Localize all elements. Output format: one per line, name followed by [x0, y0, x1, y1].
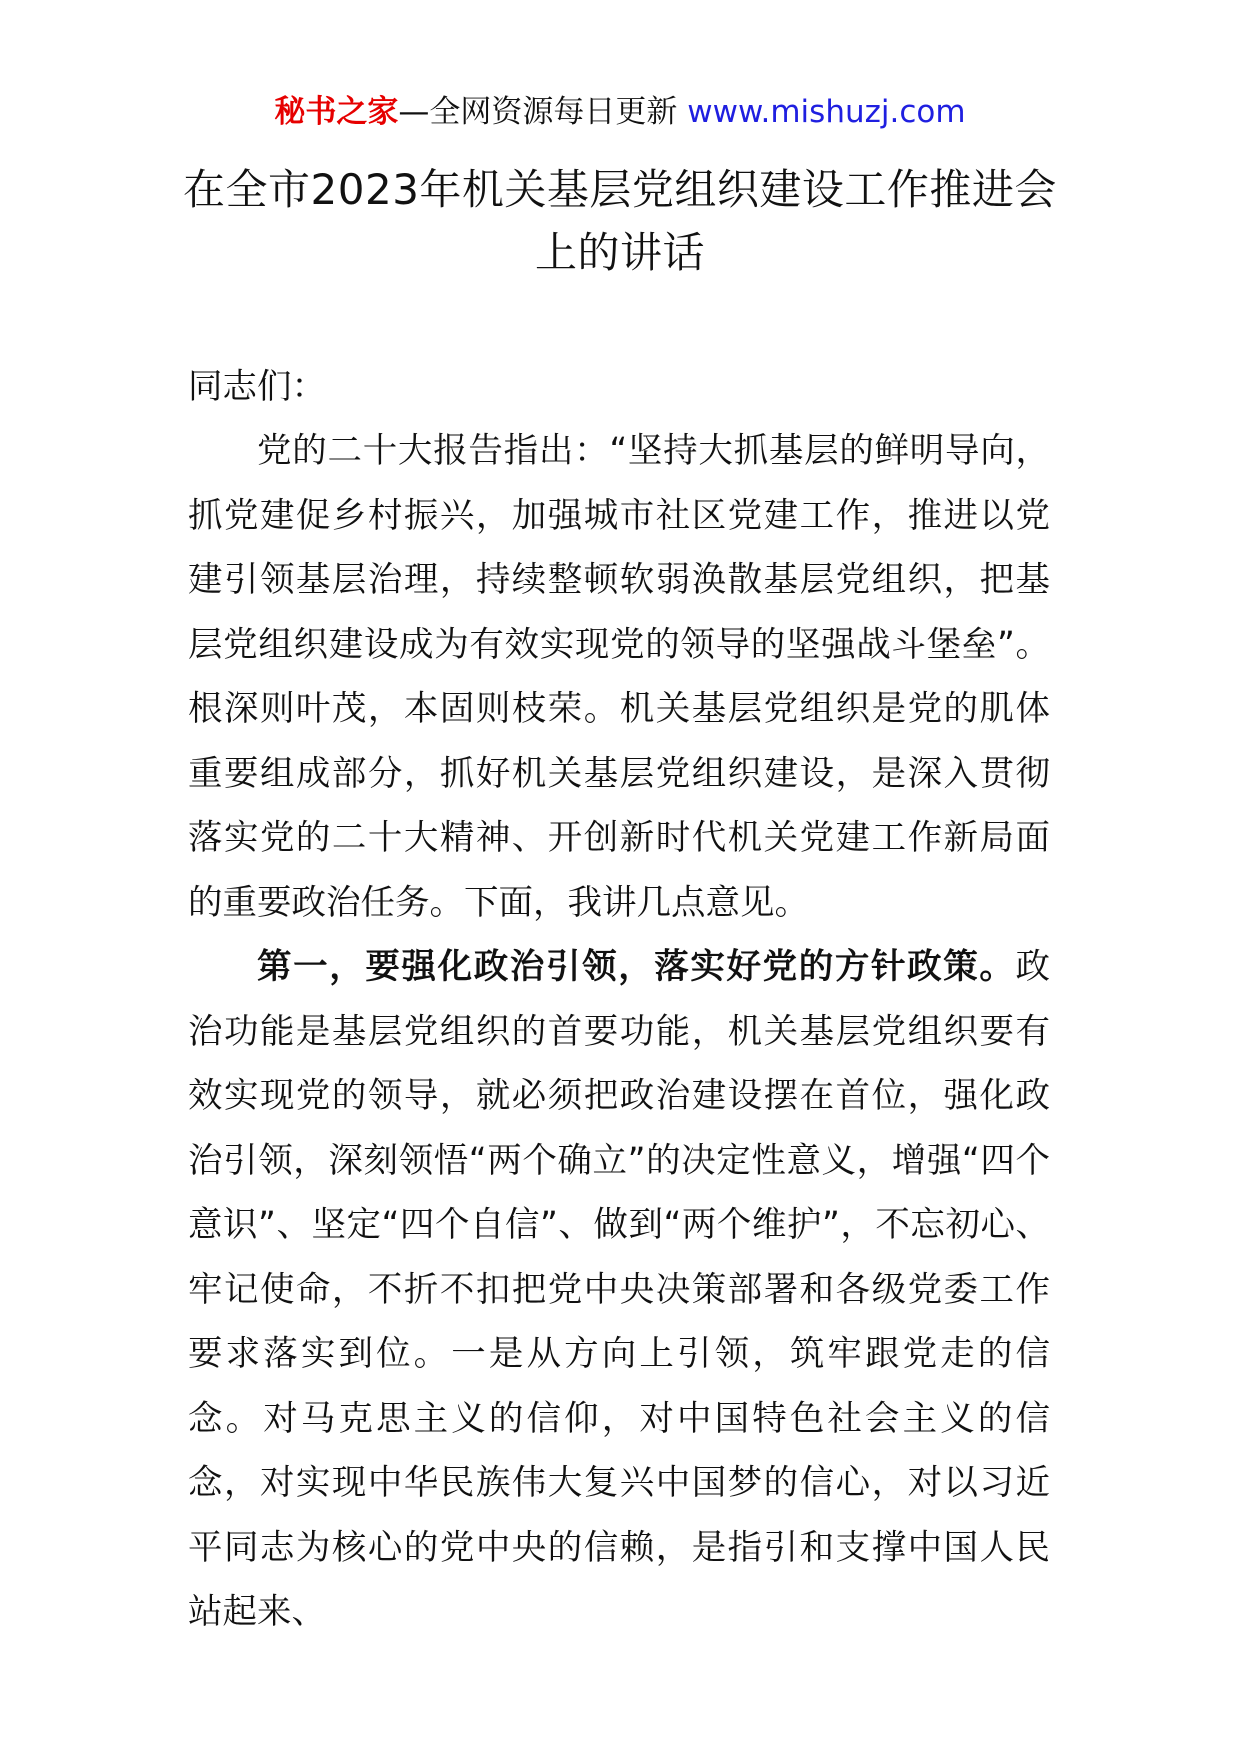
- header-tagline: —全网资源每日更新: [398, 94, 678, 130]
- header-url[interactable]: www.mishuzj.com: [687, 94, 966, 130]
- brand-name: 秘书之家: [274, 94, 399, 130]
- paragraph-2: [188, 935, 1050, 1645]
- document-title: 在全市2023年机关基层党组织建设工作推进会上的讲话: [183, 165, 1057, 277]
- paragraph-1: 党的二十大报告指出：“坚持大抓基层的鲜明导向，抓党建促乡村振兴，加强城市社区党建工作，推进以党建引领基层治理，持续整顿软弱涣散基层党组织，把基层党组织建设成为有效实现党的领导的坚强战斗堡垒”。根深则叶茂，本固则枝荣。机关基层党组织是党的肌体重要组成部分，抓好机关基层党组织建设，是深入贯彻落实党的二十大精神、开创新时代机关党建工作新局面的重要政治任务。下面，我讲几点意见。: [188, 431, 1050, 923]
- greeting: 同志们：: [188, 367, 326, 407]
- watermark-header: [0, 92, 1240, 132]
- paragraph-2-body: 政治功能是基层党组织的首要功能，机关基层党组织要有效实现党的领导，就必须把政治建设摆在首位，强化政治引领，深刻领悟“两个确立”的决定性意义，增强“四个意识”、坚定“四个自信”、做到“两个维护”，不忘初心、牢记使命，不折不扣把党中央决策部署和各级党委工作要求落实到位。一是从方向上引领，筑牢跟党走的信念。对马克思主义的信仰，对中国特色社会主义的信念，对实现中华民族伟大复兴中国梦的信心，对以习近平同志为核心的党中央的信赖，是指引和支撑中国人民站起来、: [188, 947, 1050, 1632]
- paragraph-2-lead: 第一，要强化政治引领，落实好党的方针政策。: [257, 947, 1016, 987]
